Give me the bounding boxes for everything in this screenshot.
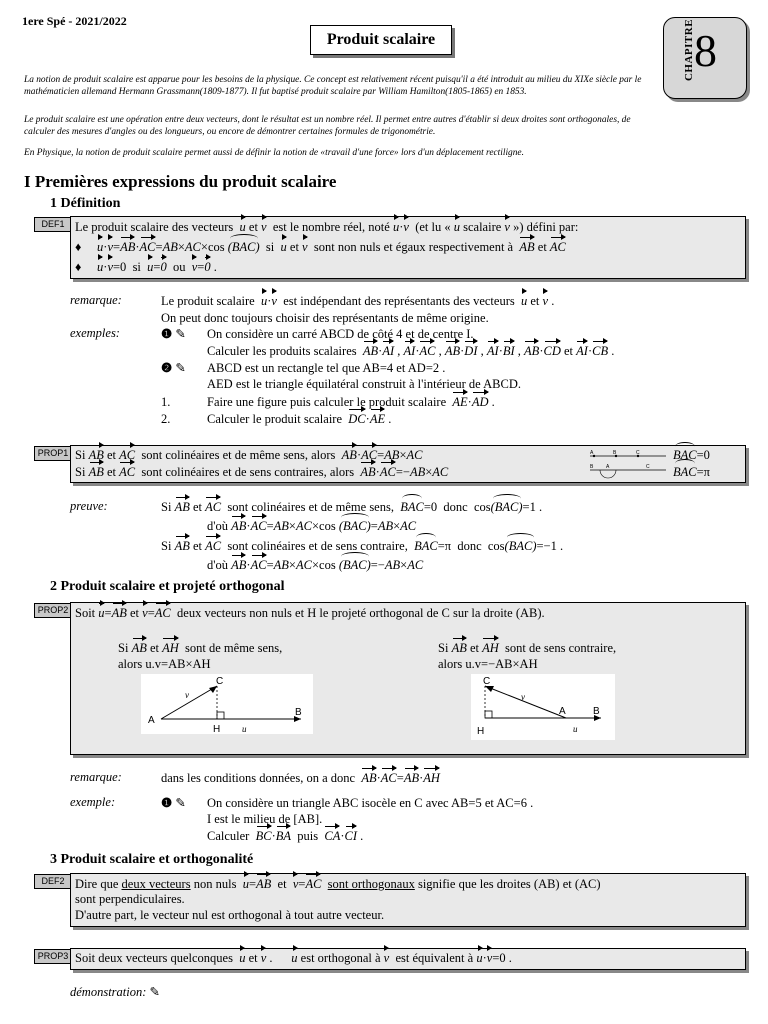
prop3-tag: PROP3 (34, 949, 72, 964)
prop1-angle-zero: BAC=0 (673, 448, 710, 462)
pencil-icon: ✎ (175, 361, 186, 375)
def2-line1: Dire que deux vecteurs non nuls u=AB et v=AC sont orthogonaux signifie que les droites (AB) et (AC) (75, 877, 601, 891)
example2-q1-number: 1. (161, 395, 171, 409)
pencil-icon: ✎ (149, 985, 160, 999)
prop2-right-result: alors u.v=−AB×AH (438, 657, 538, 671)
examples1-label: exemples: (70, 326, 120, 340)
example2-line1: ABCD est un rectangle tel que AB=4 et AD=2 . (207, 361, 446, 375)
remark1-line1: Le produit scalaire u·v est indépendant des représentants des vecteurs u et v . (161, 294, 555, 308)
def1-line3: ♦ u·v=0 si u=0 ou v=0 . (75, 260, 217, 274)
def2-line3: D'autre part, le vecteur nul est orthogonal à tout autre vecteur. (75, 908, 385, 922)
def2-box (70, 873, 746, 927)
svg-text:A: A (148, 715, 155, 726)
def1-line2: ♦ u·v=AB·AC=AB×AC×cos (BAC) si u et v sont non nuls et égaux respectivement à AB et AC (75, 240, 566, 254)
svg-text:u: u (242, 724, 247, 734)
svg-text:v: v (521, 692, 525, 702)
subsection-orthogonality: 3 Produit scalaire et orthogonalité (50, 852, 254, 867)
svg-text:A: A (590, 450, 594, 456)
prop2-left-result: alors u.v=AB×AH (118, 657, 211, 671)
remark2-label: remarque: (70, 770, 122, 784)
example3-line2: I est le milieu de [AB]. (207, 812, 323, 826)
svg-text:B: B (590, 464, 594, 470)
example3-label: exemple: (70, 795, 116, 809)
proof-line3: Si AB et AC sont colinéaires et de sens contraire, BAC=π donc cos(BAC)=−1 . (161, 539, 564, 553)
svg-text:H: H (477, 726, 485, 737)
remark1-line2: On peut donc toujours choisir des représentants de même origine. (161, 311, 489, 325)
example3-marker: ❶ ✎ (161, 796, 186, 810)
intro-paragraph-1: La notion de produit scalaire est apparue pour les besoins de la physique. Ce concept est relativement récent puisqu'il a été introduit au milieu du XIXe siècle par le mathématicien allemand Hermann Grassmann(1809-1877). Il fut baptisé produit scalaire par William Hamilton(1805-1865) en 1853. (24, 75, 642, 97)
proof-line4: d'où AB·AC=AB×AC×cos (BAC)=−AB×AC (207, 558, 424, 572)
example3-line1: On considère un triangle ABC isocèle en C avec AB=5 et AC=6 . (207, 796, 534, 810)
proof-label: preuve: (70, 499, 108, 513)
subsection-projection: 2 Produit scalaire et projeté orthogonal (50, 579, 285, 594)
prop1-tag: PROP1 (34, 446, 72, 461)
def1-tag: DEF1 (34, 217, 72, 232)
page-title: Produit scalaire (310, 25, 452, 55)
example2-marker: ❷ ✎ (161, 361, 186, 375)
chapter-badge (663, 17, 747, 99)
prop1-line1: Si AB et AC sont colinéaires et de même sens, alors AB·AC=AB×AC (75, 448, 423, 462)
remark1-label: remarque: (70, 293, 122, 307)
prop3-line: Soit deux vecteurs quelconques u et v . u est orthogonal à v est équivalent à u·v=0 . (75, 951, 512, 965)
svg-text:C: C (216, 676, 224, 687)
svg-text:A: A (606, 464, 610, 470)
example2-q2-number: 2. (161, 412, 171, 426)
pencil-icon: ✎ (175, 327, 186, 341)
svg-text:C: C (483, 676, 491, 687)
prop2-tag: PROP2 (34, 603, 72, 618)
prop2-line1: Soit u=AB et v=AC deux vecteurs non nuls et H le projeté orthogonal de C sur la droite (AB). (75, 606, 545, 620)
svg-text:A: A (559, 706, 566, 717)
svg-text:B: B (295, 707, 302, 718)
svg-text:C: C (646, 464, 650, 470)
svg-text:C: C (636, 450, 640, 456)
proof-line1: Si AB et AC sont colinéaires et de même sens, BAC=0 donc cos(BAC)=1 . (161, 500, 543, 514)
collinear-figure (586, 449, 670, 479)
prop2-box (70, 602, 746, 755)
example2-line2: AED est le triangle équilatéral construit à l'intérieur de ABCD. (207, 377, 521, 391)
pencil-icon: ✎ (175, 796, 186, 810)
intro-paragraph-2: Le produit scalaire est une opération entre deux vecteurs, dont le résultat est un nombre réel. Il permet entre autres d'établir si deux droites sont orthogonales, de calculer des mesures d'angles ou des longueurs, ou encore de démontrer certaines formules de trigonométrie. (24, 115, 631, 137)
svg-text:v: v (185, 690, 189, 700)
intro-paragraph-3: En Physique, la notion de produit scalaire permet aussi de définir la notion de «travail d'une force» lors d'un déplacement rectiligne. (24, 148, 524, 158)
proof-line2: d'où AB·AC=AB×AC×cos (BAC)=AB×AC (207, 519, 417, 533)
prop1-line2: Si AB et AC sont colinéaires et de sens contraires, alors AB·AC=−AB×AC (75, 465, 449, 479)
section-heading-1: I Premières expressions du produit scalaire (24, 172, 337, 191)
svg-text:u: u (573, 724, 578, 734)
example1-marker: ❶ ✎ (161, 327, 186, 341)
prop3-box (70, 948, 746, 970)
remark2-text: dans les conditions données, on a donc AB·AC=AB·AH (161, 771, 440, 785)
def2-line2: sont perpendiculaires. (75, 892, 185, 906)
prop2-right-case: Si AB et AH sont de sens contraire, (438, 641, 617, 655)
class-year: 1ere Spé - 2021/2022 (22, 14, 127, 28)
example1-line2: Calculer les produits scalaires AB·AI , AI·AC , AB·DI , AI·BI , AB·CD et AI·CB . (207, 344, 615, 358)
def1-line1: Le produit scalaire des vecteurs u et v est le nombre réel, noté u·v (et lu « u scalaire v ») défini par: (75, 220, 579, 234)
projection-figure-opposite-sense (471, 674, 615, 740)
subsection-definition: 1 Définition (50, 196, 121, 211)
demonstration-label: démonstration: ✎ (70, 985, 160, 999)
chapter-number: 8 (694, 25, 717, 76)
svg-text:B: B (613, 450, 617, 456)
def2-tag: DEF2 (34, 874, 72, 889)
example3-line3: Calculer BC·BA puis CA·CI . (207, 829, 364, 843)
def1-box (70, 216, 746, 279)
example1-line1: On considère un carré ABCD de côté 4 et de centre I. (207, 327, 474, 341)
projection-figure-same-sense (141, 674, 313, 734)
svg-text:B: B (593, 706, 600, 717)
prop2-left-case: Si AB et AH sont de même sens, (118, 641, 283, 655)
prop1-angle-pi: BAC=π (673, 465, 710, 479)
example2-q1: Faire une figure puis calculer le produit scalaire AE·AD . (207, 395, 495, 409)
example2-q2: Calculer le produit scalaire DC·AE . (207, 412, 392, 426)
svg-text:H: H (213, 724, 221, 734)
chapter-word: CHAPITRE (683, 18, 696, 82)
prop1-box (70, 445, 746, 483)
